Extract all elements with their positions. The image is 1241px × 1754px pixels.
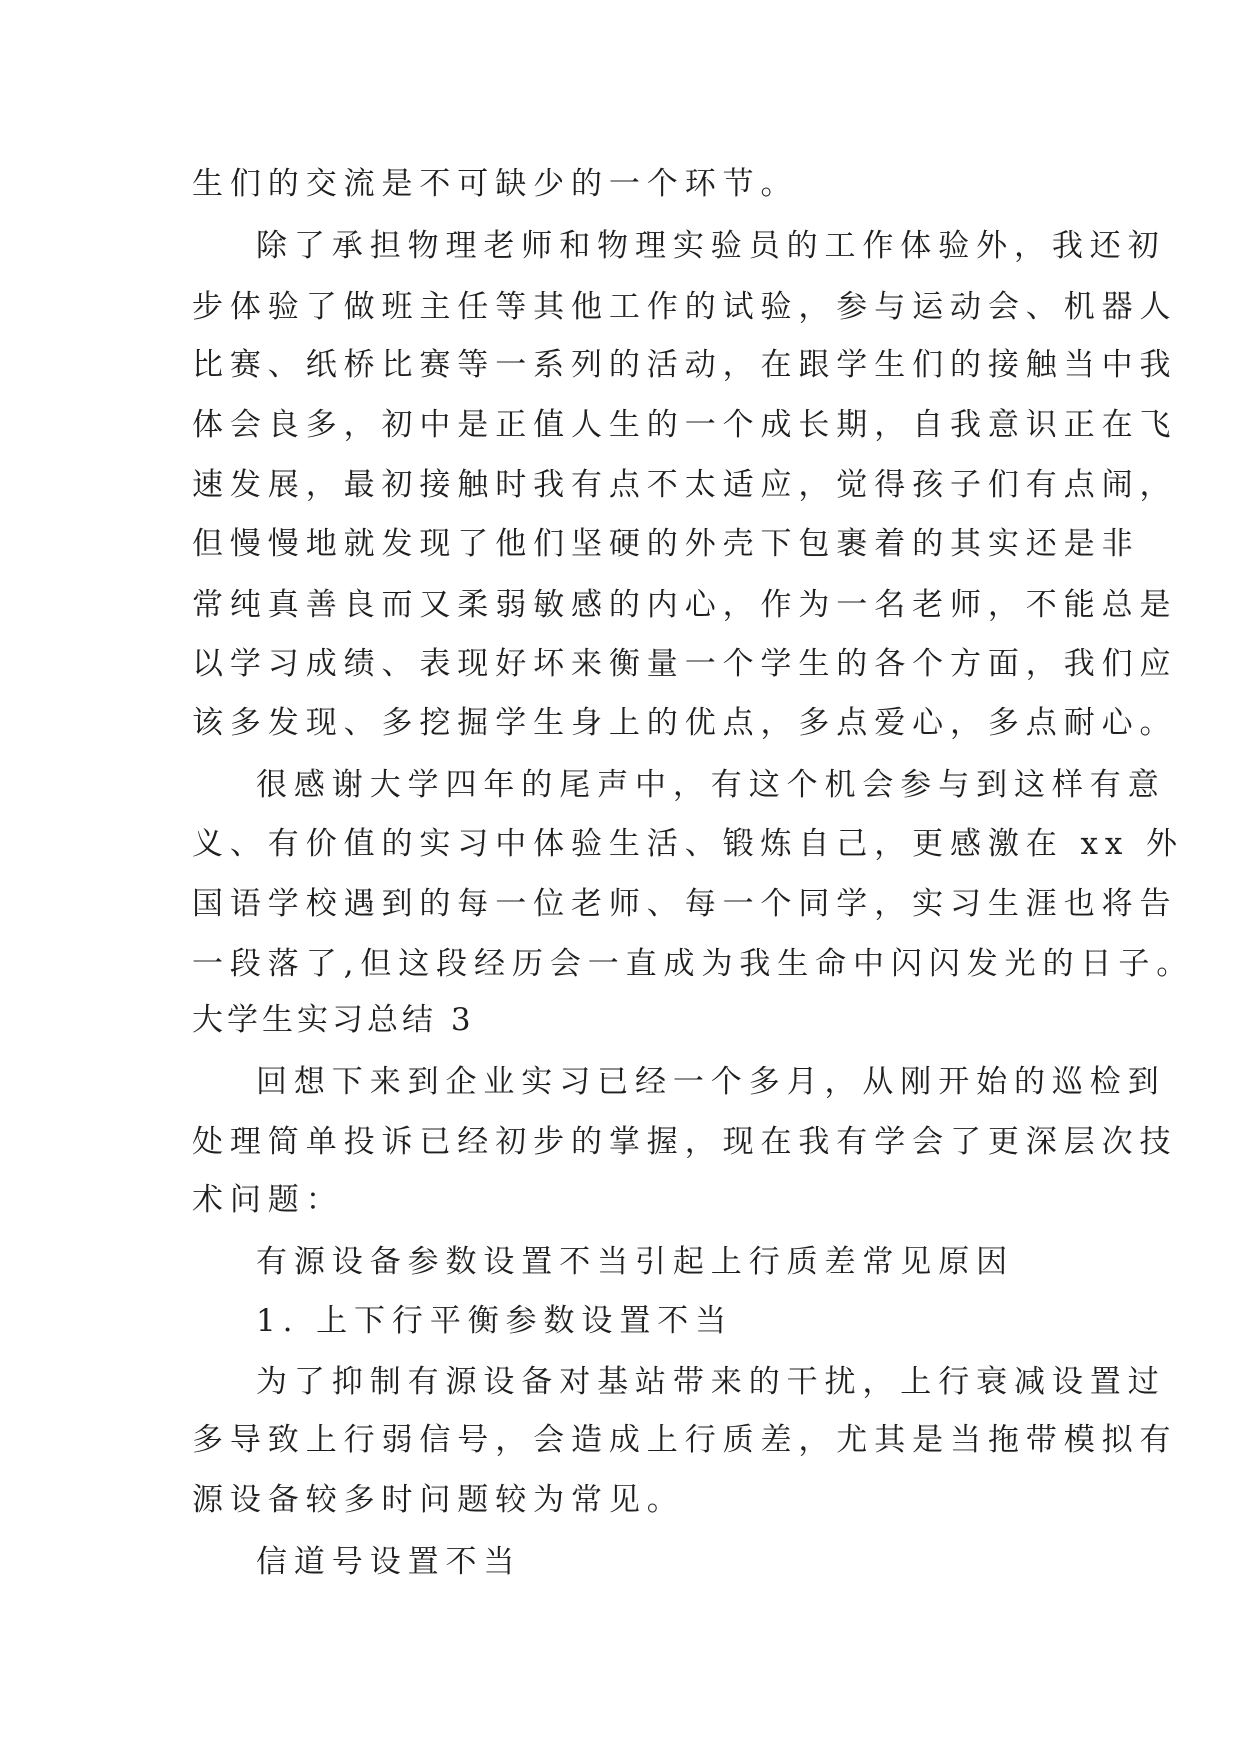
- text-line-content: 该多发现、多挖掘学生身上的优点，多点爱心，多点耐心。: [192, 705, 1178, 741]
- text-line-content: 速发展，最初接触时我有点不太适应，觉得孩子们有点闹，: [192, 467, 1178, 503]
- text-line-content: 源设备较多时问题较为常见。: [192, 1482, 685, 1518]
- text-line: [0, 277, 1241, 337]
- text-line: [0, 1052, 1241, 1112]
- text-line: [0, 634, 1241, 694]
- text-line: [0, 874, 1241, 934]
- text-line-content: 处理简单投诉已经初步的掌握，现在我有学会了更深层次技: [192, 1124, 1178, 1160]
- text-line: [0, 755, 1241, 815]
- text-line-content: 一段落了,但这段经历会一直成为我生命中闪闪发光的日子。: [192, 946, 1195, 982]
- text-line: [0, 1410, 1241, 1470]
- text-line: [0, 1112, 1241, 1172]
- text-line-content: 为了抑制有源设备对基站带来的干扰，上行衰减设置过: [256, 1364, 1166, 1400]
- text-line-content: 有源设备参数设置不当引起上行质差常见原因: [256, 1244, 1014, 1280]
- text-line: [0, 814, 1241, 874]
- text-line-content: 以学习成绩、表现好坏来衡量一个学生的各个方面，我们应: [192, 646, 1178, 682]
- text-line: [0, 1532, 1241, 1592]
- text-line-content: 除了承担物理老师和物理实验员的工作体验外，我还初: [256, 228, 1166, 264]
- list-item: [0, 1291, 1241, 1351]
- text-line-content: 步体验了做班主任等其他工作的试验，参与运动会、机器人: [192, 289, 1178, 325]
- text-line: [0, 216, 1241, 276]
- text-line-content: 多导致上行弱信号，会造成上行质差，尤其是当拖带模拟有: [192, 1422, 1178, 1458]
- text-line-content: 信道号设置不当: [256, 1544, 522, 1580]
- list-item-text: 1. 上下行平衡参数设置不当: [256, 1303, 734, 1339]
- text-line: [0, 335, 1241, 395]
- text-line: [0, 1470, 1241, 1530]
- text-line-content: 义、有价值的实习中体验生活、锻炼自己，更感激在 xx 外: [192, 826, 1184, 862]
- text-line: [0, 514, 1241, 574]
- text-line: [0, 455, 1241, 515]
- section-heading-text: 大学生实习总结 3: [192, 1002, 475, 1038]
- text-line-content: 术问题：: [192, 1182, 344, 1218]
- text-line-content: 很感谢大学四年的尾声中，有这个机会参与到这样有意: [256, 767, 1166, 803]
- text-line: [0, 1352, 1241, 1412]
- text-line-content: 比赛、纸桥比赛等一系列的活动，在跟学生们的接触当中我: [192, 347, 1178, 383]
- text-line: [0, 1232, 1241, 1292]
- text-line-content: 生们的交流是不可缺少的一个环节。: [192, 166, 799, 202]
- text-line: [0, 395, 1241, 455]
- text-line-content: 回想下来到企业实习已经一个多月，从刚开始的巡检到: [256, 1064, 1166, 1100]
- text-line: [0, 934, 1241, 994]
- text-line: [0, 693, 1241, 753]
- text-line-content: 国语学校遇到的每一位老师、每一个同学，实习生涯也将告: [192, 886, 1178, 922]
- section-heading: [0, 990, 1241, 1050]
- text-line: [0, 575, 1241, 635]
- text-line-content: 但慢慢地就发现了他们坚硬的外壳下包裹着的其实还是非: [192, 526, 1140, 562]
- text-line: [0, 1170, 1241, 1230]
- text-line-content: 常纯真善良而又柔弱敏感的内心，作为一名老师，不能总是: [192, 587, 1178, 623]
- text-line-content: 体会良多，初中是正值人生的一个成长期，自我意识正在飞: [192, 407, 1178, 443]
- text-line: [0, 154, 1241, 214]
